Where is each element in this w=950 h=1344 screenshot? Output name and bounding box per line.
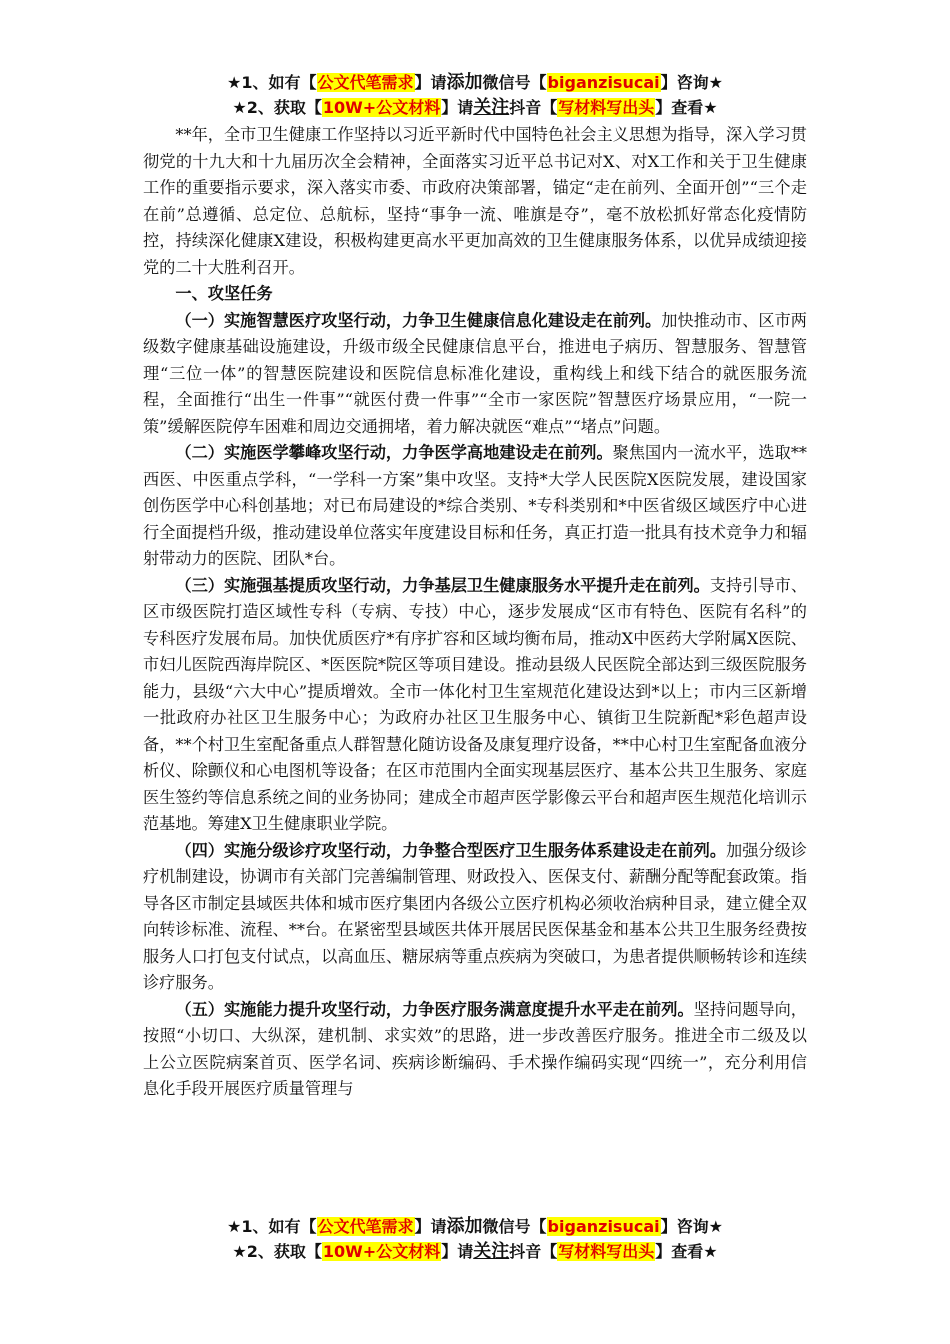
task-paragraph-1 [143, 308, 807, 441]
banner-line-2 [0, 1239, 950, 1264]
task-body: 加强分级诊疗机制建设，协调市有关部门完善编制管理、财政投入、医保支付、薪酬分配等配套政策。指导各区市制定县域医共体和城市医疗集团内各级公立医疗机构必须收治病种目录，建立健全双向转诊标准、流程、**台。在紧密型县域医共体开展居民医保基金和基本公共卫生服务经费按服务人口打包支付试点，以高血压、糖尿病等重点疾病为突破口，为患者提供顺畅转诊和连续诊疗服务。 [143, 840, 807, 992]
highlight-douyin: 写材料写出头 [558, 1242, 655, 1261]
banner-emphasis: 关注 [473, 97, 510, 118]
banner-text: ★2、获取【 [232, 98, 322, 117]
section-heading: 一、攻坚任务 [175, 284, 273, 303]
highlight-wechat-id: biganzisucai [547, 1217, 660, 1236]
task-paragraph-4 [143, 838, 807, 997]
top-banner [0, 70, 950, 120]
banner-line-1 [0, 70, 950, 95]
banner-text: 】请 [414, 73, 447, 92]
task-paragraph-5 [143, 997, 807, 1103]
banner-text: 抖音【 [509, 98, 558, 117]
highlight-douyin: 写材料写出头 [558, 98, 655, 117]
banner-text: 】请 [414, 1217, 447, 1236]
banner-text: ★1、如有【 [227, 1217, 317, 1236]
banner-text: ★2、获取【 [232, 1242, 322, 1261]
task-body: 加快推动市、区市两级数字健康基础设施建设，升级市级全民健康信息平台，推进电子病历、智慧服务、智慧管理“三位一体”的智慧医院建设和医院信息标准化建设，重构线上和线下结合的就医服务流程，全面推行“出生一件事”“就医付费一件事”“全市一家医院”智慧医疗场景应用，“一院一策”缓解医院停车困难和周边交通拥堵，着力解决就医“难点”“堵点”问题。 [143, 310, 807, 436]
banner-line-2 [0, 95, 950, 120]
highlight-materials: 10W+公文材料 [322, 1242, 441, 1261]
highlight-wechat-id: biganzisucai [547, 73, 660, 92]
banner-text: 抖音【 [509, 1242, 558, 1261]
banner-text: 】请 [441, 98, 474, 117]
task-title: （三）实施强基提质攻坚行动，力争基层卫生健康服务水平提升走在前列。 [175, 575, 710, 595]
task-body: 支持引导市、区市级医院打造区域性专科（专病、专技）中心，逐步发展成“区市有特色、医院有名科”的专科医疗发展布局。加快优质医疗*有序扩容和区域均衡布局，推动X中医药大学附属X医院、市妇儿医院西海岸院区、*医医院*院区等项目建设。推动县级人民医院全部达到三级医院服务能力，县级“六大中心”提质增效。全市一体化村卫生室规范化建设达到*以上；市内三区新增一批政府办社区卫生服务中心；为政府办社区卫生服务中心、镇街卫生院新配*彩色超声设备，**个村卫生室配备重点人群智慧化随访设备及康复理疗设备，**中心村卫生室配备血液分析仪、除颤仪和心电图机等设备；在区市范围内全面实现基层医疗、基本公共卫生服务、家庭医生签约等信息系统之间的业务协同；建成全市超声医学影像云平台和超声医生规范化培训示范基地。筹建X卫生健康职业学院。 [143, 575, 808, 833]
banner-emphasis: 添加 [446, 72, 483, 93]
banner-text: 】咨询★ [660, 73, 723, 92]
task-title: （二）实施医学攀峰攻坚行动，力争医学高地建设走在前列。 [175, 443, 613, 462]
task-paragraph-3 [143, 573, 807, 838]
banner-emphasis: 关注 [473, 1241, 510, 1262]
task-title: （四）实施分级诊疗攻坚行动，力争整合型医疗卫生服务体系建设走在前列。 [175, 840, 727, 860]
task-title: （五）实施能力提升攻坚行动，力争医疗服务满意度提升水平走在前列。 [175, 999, 694, 1019]
document-body [143, 122, 807, 1103]
highlight-materials: 10W+公文材料 [322, 98, 441, 117]
task-body: 聚焦国内一流水平，选取**西医、中医重点学科，“一学科一方案”集中攻坚。支持*大学人民医院X医院发展，建设国家创伤医学中心科创基地；对已布局建设的*综合类别、*专科类别和*中医省级区域医疗中心进行全面提档升级，推动建设单位落实年度建设目标和任务，真正打造一批具有技术竞争力和辐射带动力的医院、团队*台。 [143, 443, 808, 568]
highlight-service: 公文代笔需求 [317, 73, 414, 92]
task-body: 坚持问题导向，按照“小切口、大纵深，建机制、求实效”的思路，进一步改善医疗服务。推进全市二级及以上公立医院病案首页、医学名词、疾病诊断编码、手术操作编码实现“四统一”，充分利用信息化手段开展医疗质量管理与 [143, 999, 807, 1098]
banner-text: ★1、如有【 [227, 73, 317, 92]
banner-text: 】咨询★ [660, 1217, 723, 1236]
banner-line-1 [0, 1214, 950, 1239]
banner-text: 】查看★ [655, 1242, 718, 1261]
task-paragraph-2 [143, 440, 807, 573]
banner-text: 微信号【 [482, 1217, 547, 1236]
task-title: （一）实施智慧医疗攻坚行动，力争卫生健康信息化建设走在前列。 [175, 310, 662, 330]
intro-paragraph: **年，全市卫生健康工作坚持以习近平新时代中国特色社会主义思想为指导，深入学习贯彻党的十九大和十九届历次全会精神，全面落实习近平总书记对X、对X工作和关于卫生健康工作的重要指示要求，深入落实市委、市政府决策部署，锚定“走在前列、全面开创”“三个走在前”总遵循、总定位、总航标，坚持“事争一流、唯旗是夺”，毫不放松抓好常态化疫情防控，持续深化健康X建设，积极构建更高水平更加高效的卫生健康服务体系，以优异成绩迎接党的二十大胜利召开。 [143, 125, 807, 277]
highlight-service: 公文代笔需求 [317, 1217, 414, 1236]
banner-text: 】请 [441, 1242, 474, 1261]
bottom-banner [0, 1214, 950, 1264]
banner-text: 】查看★ [655, 98, 718, 117]
banner-emphasis: 添加 [446, 1216, 483, 1237]
banner-text: 微信号【 [482, 73, 547, 92]
